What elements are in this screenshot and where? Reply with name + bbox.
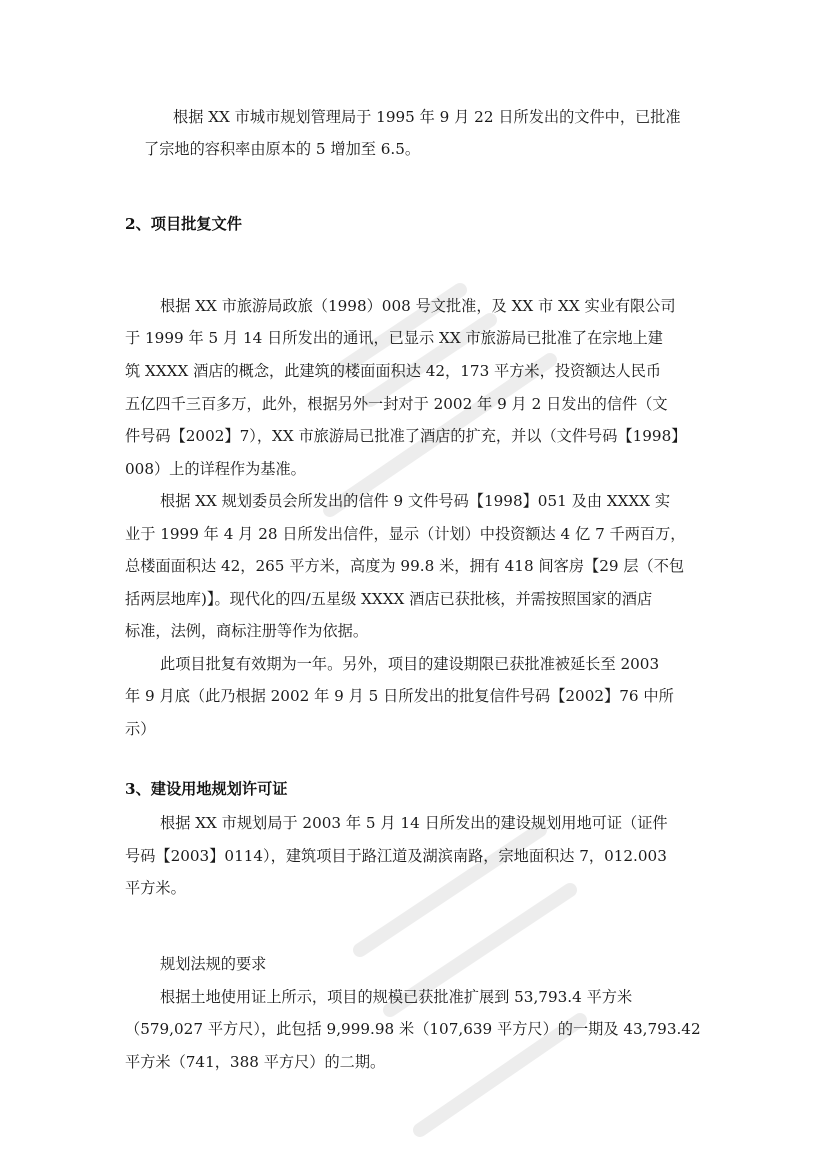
- s2-p2-line-5: 标准，法例，商标注册等作为依据。: [125, 622, 368, 640]
- section-2-heading: 2、项目批复文件: [125, 215, 242, 233]
- intro-line-2: 了宗地的容积率由原本的 5 增加至 6.5。: [144, 140, 421, 158]
- s2-p2-line-4: 括两层地库)】。现代化的四/五星级 XXXX 酒店已获批核，并需按照国家的酒店: [125, 590, 653, 608]
- s2-p1-line-2: 于 1999 年 5 月 14 日所发出的通讯，已显示 XX 市旅游局已批准了在宗地上建: [125, 329, 663, 347]
- s2-p2-line-3: 总楼面面积达 42，265 平方米，高度为 99.8 米，拥有 418 间客房【29 层（不包: [125, 557, 685, 575]
- s2-p1-line-3: 筑 XXXX 酒店的概念，此建筑的楼面面积达 42，173 平方米，投资额达人民币: [125, 362, 662, 380]
- s2-p1-line-5: 件号码【2002】7），XX 市旅游局已批准了酒店的扩充，并以（文件号码【1998】: [125, 427, 687, 445]
- s3-p1-line-2: 号码【2003】0114），建筑项目于路江道及湖滨南路，宗地面积达 7，012.003: [125, 847, 667, 865]
- s2-p3-line-1: 此项目批复有效期为一年。另外，项目的建设期限已获批准被延长至 2003: [160, 655, 660, 673]
- section-4-heading: 规划法规的要求: [160, 955, 267, 973]
- s2-p1-line-1: 根据 XX 市旅游局政旅（1998）008 号文批准，及 XX 市 XX 实业有限公司: [160, 297, 676, 315]
- s4-p1-line-1: 根据土地使用证上所示，项目的规模已获批准扩展到 53,793.4 平方米: [160, 988, 633, 1006]
- s4-p1-line-2: （579,027 平方尺），此包括 9,999.98 米（107,639 平方尺）的一期及 43,793.42: [125, 1020, 701, 1038]
- s3-p1-line-3: 平方米。: [125, 879, 186, 897]
- s2-p3-line-3: 示）: [125, 720, 156, 738]
- s3-p1-line-1: 根据 XX 市规划局于 2003 年 5 月 14 日所发出的建设规划用地可证（证件: [160, 814, 668, 832]
- s4-p1-line-3: 平方米（741，388 平方尺）的二期。: [125, 1053, 386, 1071]
- s2-p3-line-2: 年 9 月底（此乃根据 2002 年 9 月 5 日所发出的批复信件号码【2002】76 中所: [125, 687, 674, 705]
- section-3-heading: 3、建设用地规划许可证: [125, 780, 288, 798]
- intro-line-1: 根据 XX 市城市规划管理局于 1995 年 9 月 22 日所发出的文件中，已批准: [173, 108, 681, 126]
- s2-p1-line-4: 五亿四千三百多万，此外，根据另外一封对于 2002 年 9 月 2 日发出的信件（文: [125, 395, 668, 413]
- s2-p2-line-2: 业于 1999 年 4 月 28 日所发出信件，显示（计划）中投资额达 4 亿 7 千两百万，: [125, 525, 686, 543]
- s2-p1-line-6: 008）上的详程作为基准。: [125, 460, 306, 478]
- s2-p2-line-1: 根据 XX 规划委员会所发出的信件 9 文件号码【1998】051 及由 XXXX 实: [160, 492, 671, 510]
